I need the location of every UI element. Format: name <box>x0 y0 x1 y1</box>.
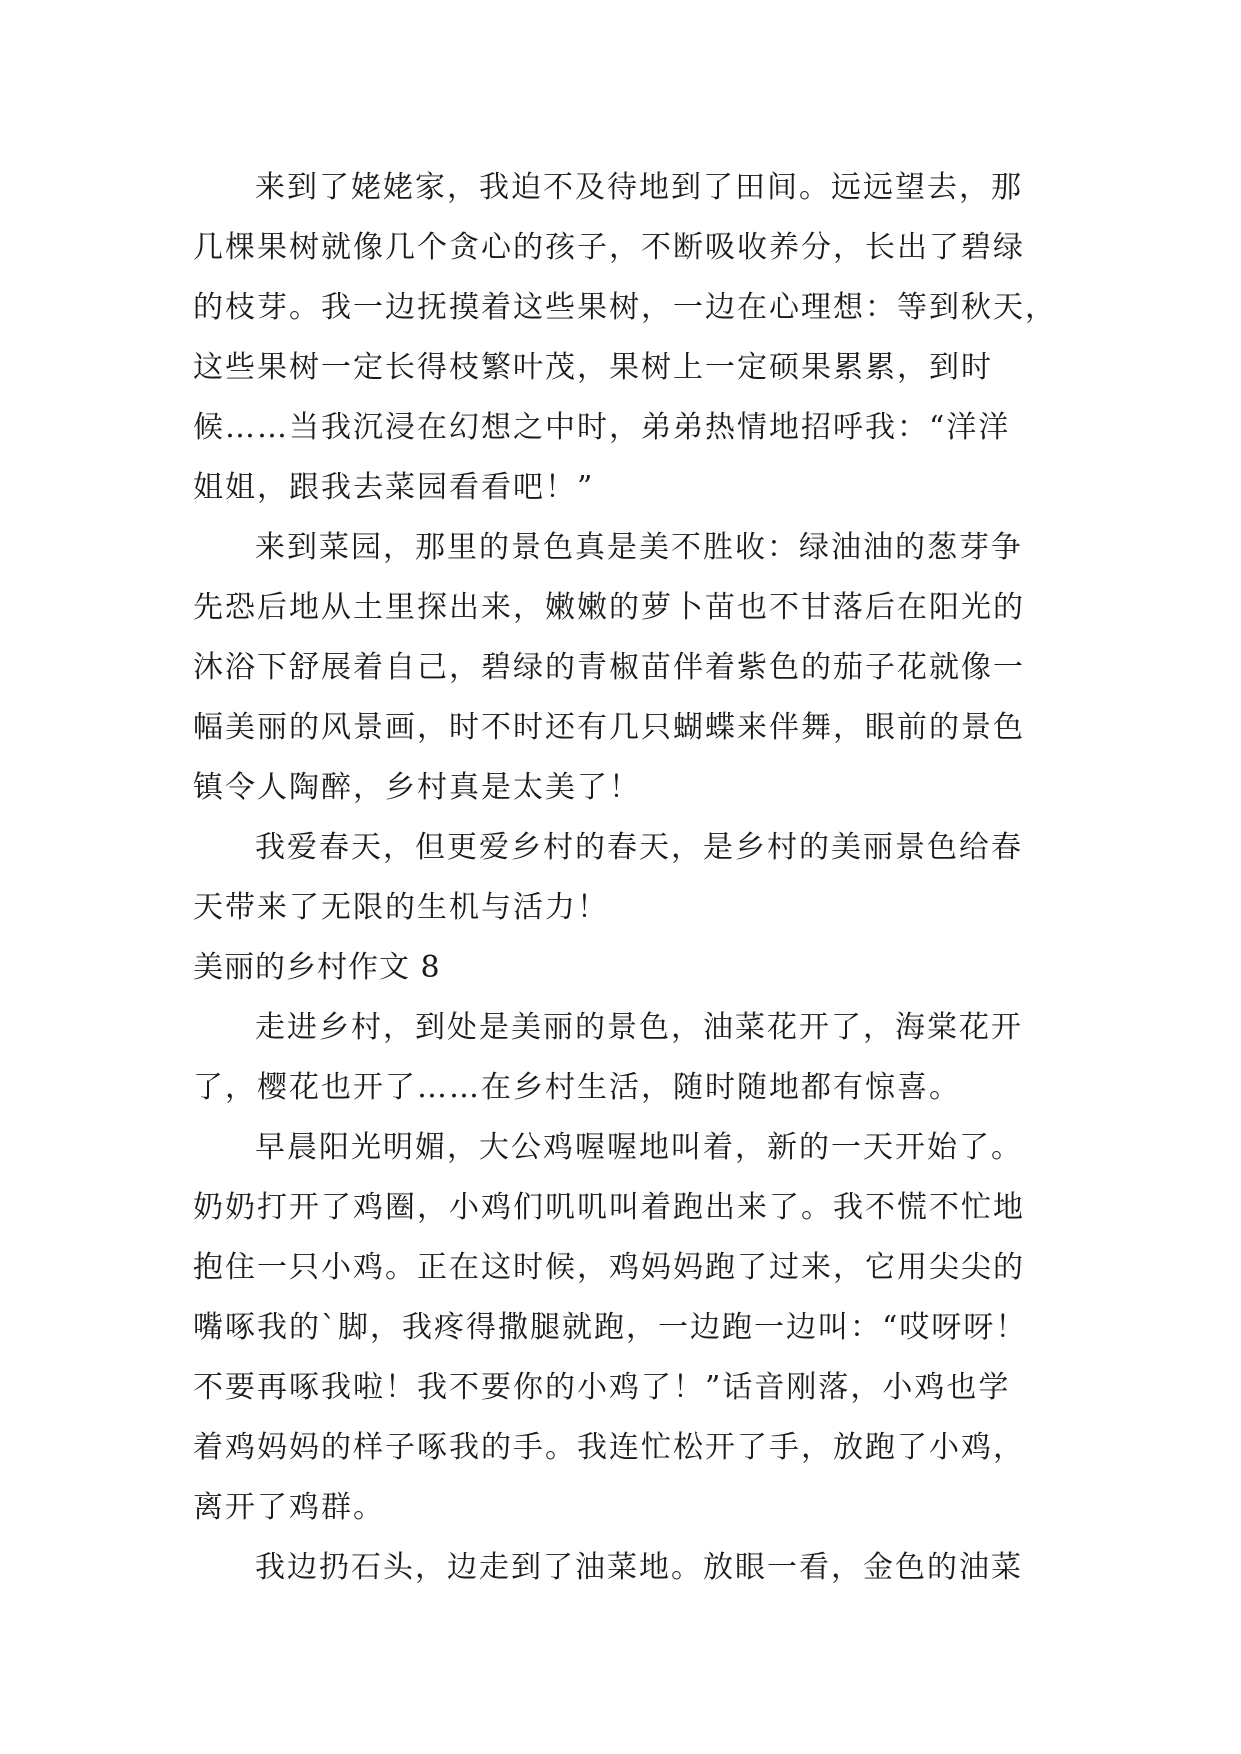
paragraph-line: 早晨阳光明媚，大公鸡喔喔地叫着，新的一天开始了。 <box>255 1130 1023 1165</box>
paragraph-line: 幅美丽的风景画，时不时还有几只蝴蝶来伴舞，眼前的景色 <box>193 710 1025 745</box>
paragraph-line: 镇令人陶醉，乡村真是太美了！ <box>193 770 641 805</box>
paragraph-line: 走进乡村，到处是美丽的景色，油菜花开了，海棠花开 <box>255 1010 1023 1045</box>
paragraph-line: 沐浴下舒展着自己，碧绿的青椒苗伴着紫色的茄子花就像一 <box>193 650 1025 685</box>
paragraph-line: 我边扔石头，边走到了油菜地。放眼一看，金色的油菜 <box>255 1550 1023 1585</box>
paragraph-line: 这些果树一定长得枝繁叶茂，果树上一定硕果累累，到时 <box>193 350 993 385</box>
paragraph-line: 着鸡妈妈的样子啄我的手。我连忙松开了手，放跑了小鸡， <box>193 1430 1025 1465</box>
paragraph-line: 先恐后地从土里探出来，嫩嫩的萝卜苗也不甘落后在阳光的 <box>193 590 1025 625</box>
paragraph-line: 来到了姥姥家，我迫不及待地到了田间。远远望去，那 <box>255 170 1023 205</box>
paragraph-line: 候……当我沉浸在幻想之中时，弟弟热情地招呼我：“洋洋 <box>193 410 1011 445</box>
section-heading: 美丽的乡村作文 8 <box>193 950 441 985</box>
document-body <box>193 158 1073 1598</box>
paragraph-line: 的枝芽。我一边抚摸着这些果树，一边在心理想：等到秋天， <box>193 290 1057 325</box>
paragraph-line: 不要再啄我啦！我不要你的小鸡了！”话音刚落，小鸡也学 <box>193 1370 1011 1405</box>
paragraph-line: 我爱春天，但更爱乡村的春天，是乡村的美丽景色给春 <box>255 830 1023 865</box>
paragraph-line: 抱住一只小鸡。正在这时候，鸡妈妈跑了过来，它用尖尖的 <box>193 1250 1025 1285</box>
paragraph-line: 了，樱花也开了……在乡村生活，随时随地都有惊喜。 <box>193 1070 961 1105</box>
paragraph-line: 奶奶打开了鸡圈，小鸡们叽叽叫着跑出来了。我不慌不忙地 <box>193 1190 1025 1225</box>
paragraph-line: 姐姐，跟我去菜园看看吧！” <box>193 470 595 505</box>
paragraph-line: 来到菜园，那里的景色真是美不胜收：绿油油的葱芽争 <box>255 530 1023 565</box>
paragraph-line: 天带来了无限的生机与活力！ <box>193 890 609 925</box>
paragraph-line: 几棵果树就像几个贪心的孩子，不断吸收养分，长出了碧绿 <box>193 230 1025 265</box>
paragraph-line: 嘴啄我的`脚，我疼得撒腿就跑，一边跑一边叫：“哎呀呀！ <box>193 1310 1028 1345</box>
paragraph-line: 离开了鸡群。 <box>193 1490 385 1525</box>
